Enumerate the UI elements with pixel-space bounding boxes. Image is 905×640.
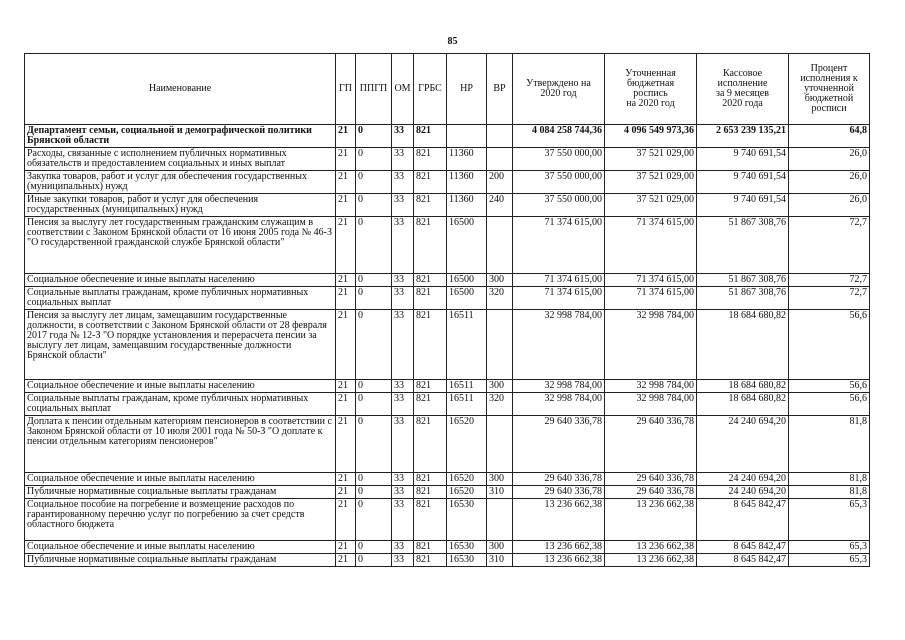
cell-om: 33: [392, 393, 414, 416]
cell-name: Расходы, связанные с исполнением публичных нормативных обязательств и предоставлением социальных и иных выплат: [25, 148, 336, 171]
cell-ppgp: 0: [356, 217, 392, 274]
cell-cash: 2 653 239 135,21: [697, 125, 789, 148]
table-row: [25, 473, 870, 486]
cell-approved: 71 374 615,00: [513, 287, 605, 310]
table-row: [25, 310, 870, 380]
cell-grbs: 821: [414, 217, 447, 274]
table-row: [25, 486, 870, 499]
cell-om: 33: [392, 125, 414, 148]
page-number: 85: [447, 36, 458, 47]
cell-om: 33: [392, 541, 414, 554]
cell-ppgp: 0: [356, 310, 392, 380]
cell-om: 33: [392, 148, 414, 171]
cell-percent: 72,7: [789, 217, 870, 274]
cell-percent: 65,3: [789, 541, 870, 554]
cell-gp: 21: [336, 148, 356, 171]
cell-om: 33: [392, 416, 414, 473]
cell-gp: 21: [336, 217, 356, 274]
cell-ppgp: 0: [356, 274, 392, 287]
cell-approved: 13 236 662,38: [513, 541, 605, 554]
header-refined-line: бюджетная: [626, 78, 675, 89]
header-ppgp: ППГП: [356, 54, 392, 125]
header-name: Наименование: [25, 54, 336, 125]
cell-np: 11360: [447, 148, 487, 171]
cell-np: 16530: [447, 554, 487, 567]
cell-np: 16500: [447, 217, 487, 274]
cell-ppgp: 0: [356, 554, 392, 567]
cell-vr: 300: [487, 274, 513, 287]
cell-name: Социальное обеспечение и иные выплаты населению: [25, 541, 336, 554]
cell-name: Пенсия за выслугу лет государственным гражданским служащим в соответствии с Законом Брянской области от 16 июня 2005 года № 46-З "О государственной гражданской службе Брянской области": [25, 217, 336, 274]
cell-ppgp: 0: [356, 287, 392, 310]
cell-refined: 13 236 662,38: [605, 541, 697, 554]
cell-gp: 21: [336, 486, 356, 499]
cell-name: Социальное обеспечение и иные выплаты населению: [25, 380, 336, 393]
cell-gp: 21: [336, 380, 356, 393]
cell-refined: 13 236 662,38: [605, 499, 697, 541]
header-percent: [789, 54, 870, 125]
cell-refined: 29 640 336,78: [605, 473, 697, 486]
table-row: [25, 541, 870, 554]
cell-cash: 9 740 691,54: [697, 194, 789, 217]
header-refined-line: на 2020 год: [626, 98, 675, 109]
cell-gp: 21: [336, 194, 356, 217]
header-percent-line: исполнения к: [800, 73, 858, 84]
cell-vr: 320: [487, 393, 513, 416]
cell-om: 33: [392, 486, 414, 499]
cell-vr: 310: [487, 554, 513, 567]
header-refined-line: Уточненная: [625, 68, 676, 79]
cell-name: Социальные выплаты гражданам, кроме публичных нормативных социальных выплат: [25, 393, 336, 416]
cell-grbs: 821: [414, 380, 447, 393]
cell-om: 33: [392, 310, 414, 380]
cell-gp: 21: [336, 310, 356, 380]
cell-cash: 8 645 842,47: [697, 499, 789, 541]
cell-percent: 81,8: [789, 473, 870, 486]
cell-gp: 21: [336, 287, 356, 310]
cell-refined: 32 998 784,00: [605, 393, 697, 416]
cell-cash: 24 240 694,20: [697, 473, 789, 486]
cell-approved: 32 998 784,00: [513, 310, 605, 380]
cell-percent: 72,7: [789, 287, 870, 310]
table-body: [25, 125, 870, 567]
cell-grbs: 821: [414, 310, 447, 380]
cell-percent: 56,6: [789, 310, 870, 380]
table-row: [25, 171, 870, 194]
cell-name: Доплата к пенсии отдельным категориям пенсионеров в соответствии с Законом Брянской области от 10 июля 2001 года № 50-З "О доплате к пенсии отдельным категориям пенсионеров": [25, 416, 336, 473]
cell-vr: 200: [487, 171, 513, 194]
cell-np: 16530: [447, 499, 487, 541]
cell-approved: 71 374 615,00: [513, 217, 605, 274]
cell-approved: 13 236 662,38: [513, 499, 605, 541]
cell-om: 33: [392, 380, 414, 393]
cell-vr: [487, 499, 513, 541]
cell-percent: 26,0: [789, 171, 870, 194]
table-row: [25, 194, 870, 217]
cell-approved: 71 374 615,00: [513, 274, 605, 287]
cell-gp: 21: [336, 541, 356, 554]
header-cash-line: 2020 года: [722, 98, 763, 109]
cell-ppgp: 0: [356, 393, 392, 416]
cell-gp: 21: [336, 473, 356, 486]
cell-refined: 32 998 784,00: [605, 380, 697, 393]
cell-ppgp: 0: [356, 473, 392, 486]
cell-approved: 29 640 336,78: [513, 416, 605, 473]
cell-np: 16530: [447, 541, 487, 554]
header-vr: ВР: [487, 54, 513, 125]
cell-np: 16500: [447, 287, 487, 310]
cell-cash: 8 645 842,47: [697, 554, 789, 567]
table-row: [25, 274, 870, 287]
table-row: [25, 499, 870, 541]
cell-cash: 18 684 680,82: [697, 393, 789, 416]
cell-percent: 26,0: [789, 148, 870, 171]
cell-vr: [487, 148, 513, 171]
cell-np: 16520: [447, 416, 487, 473]
cell-ppgp: 0: [356, 148, 392, 171]
header-cash-line: исполнение: [717, 78, 768, 89]
cell-approved: 32 998 784,00: [513, 380, 605, 393]
cell-gp: 21: [336, 554, 356, 567]
cell-gp: 21: [336, 393, 356, 416]
table-row: [25, 287, 870, 310]
header-refined: [605, 54, 697, 125]
cell-cash: 8 645 842,47: [697, 541, 789, 554]
cell-refined: 71 374 615,00: [605, 274, 697, 287]
header-percent-line: росписи: [811, 103, 847, 114]
cell-percent: 56,6: [789, 393, 870, 416]
cell-grbs: 821: [414, 473, 447, 486]
cell-ppgp: 0: [356, 380, 392, 393]
cell-approved: 13 236 662,38: [513, 554, 605, 567]
cell-om: 33: [392, 274, 414, 287]
header-cash: [697, 54, 789, 125]
cell-refined: 37 521 029,00: [605, 194, 697, 217]
cell-refined: 71 374 615,00: [605, 287, 697, 310]
cell-vr: [487, 416, 513, 473]
cell-percent: 81,8: [789, 416, 870, 473]
header-cash-line: за 9 месяцев: [716, 88, 769, 99]
cell-vr: 320: [487, 287, 513, 310]
header-np: НР: [447, 54, 487, 125]
cell-om: 33: [392, 194, 414, 217]
cell-approved: 4 084 258 744,36: [513, 125, 605, 148]
cell-grbs: 821: [414, 393, 447, 416]
cell-np: 11360: [447, 171, 487, 194]
budget-table: [24, 53, 870, 567]
cell-approved: 37 550 000,00: [513, 171, 605, 194]
cell-grbs: 821: [414, 287, 447, 310]
header-percent-line: уточненной: [804, 83, 854, 94]
cell-refined: 71 374 615,00: [605, 217, 697, 274]
cell-gp: 21: [336, 171, 356, 194]
cell-refined: 4 096 549 973,36: [605, 125, 697, 148]
cell-gp: 21: [336, 499, 356, 541]
cell-approved: 37 550 000,00: [513, 148, 605, 171]
header-gp: ГП: [336, 54, 356, 125]
cell-vr: [487, 125, 513, 148]
header-approved-line: Утверждено на: [526, 78, 591, 89]
cell-vr: 310: [487, 486, 513, 499]
cell-ppgp: 0: [356, 486, 392, 499]
header-approved: [513, 54, 605, 125]
cell-np: 16511: [447, 380, 487, 393]
cell-cash: 9 740 691,54: [697, 148, 789, 171]
cell-cash: 51 867 308,76: [697, 217, 789, 274]
header-refined-line: роспись: [633, 88, 668, 99]
cell-refined: 29 640 336,78: [605, 416, 697, 473]
cell-np: [447, 125, 487, 148]
cell-refined: 37 521 029,00: [605, 148, 697, 171]
table-row: [25, 554, 870, 567]
cell-ppgp: 0: [356, 171, 392, 194]
header-om: ОМ: [392, 54, 414, 125]
cell-approved: 32 998 784,00: [513, 393, 605, 416]
cell-percent: 64,8: [789, 125, 870, 148]
cell-np: 16500: [447, 274, 487, 287]
table-row: [25, 393, 870, 416]
table-row: [25, 416, 870, 473]
cell-vr: [487, 217, 513, 274]
table-header-row: [25, 54, 870, 125]
cell-om: 33: [392, 499, 414, 541]
cell-ppgp: 0: [356, 125, 392, 148]
cell-percent: 65,3: [789, 499, 870, 541]
header-grbs: ГРБС: [414, 54, 447, 125]
cell-cash: 51 867 308,76: [697, 287, 789, 310]
cell-grbs: 821: [414, 486, 447, 499]
cell-vr: 240: [487, 194, 513, 217]
cell-grbs: 821: [414, 274, 447, 287]
table-row: [25, 380, 870, 393]
cell-vr: 300: [487, 541, 513, 554]
cell-vr: 300: [487, 473, 513, 486]
header-approved-line: 2020 год: [540, 88, 577, 99]
cell-cash: 9 740 691,54: [697, 171, 789, 194]
cell-om: 33: [392, 554, 414, 567]
cell-percent: 56,6: [789, 380, 870, 393]
cell-om: 33: [392, 217, 414, 274]
table-row: [25, 125, 870, 148]
cell-grbs: 821: [414, 416, 447, 473]
header-percent-line: Процент: [810, 63, 848, 74]
cell-name: Закупка товаров, работ и услуг для обеспечения государственных (муниципальных) нужд: [25, 171, 336, 194]
cell-approved: 29 640 336,78: [513, 473, 605, 486]
cell-om: 33: [392, 473, 414, 486]
cell-grbs: 821: [414, 554, 447, 567]
cell-approved: 37 550 000,00: [513, 194, 605, 217]
cell-name: Социальное пособие на погребение и возмещение расходов по гарантированному перечню услуг по погребению за счет средств областного бюджета: [25, 499, 336, 541]
cell-cash: 18 684 680,82: [697, 310, 789, 380]
cell-name: Иные закупки товаров, работ и услуг для обеспечения государственных (муниципальных) нужд: [25, 194, 336, 217]
header-cash-line: Кассовое: [722, 68, 763, 79]
cell-cash: 51 867 308,76: [697, 274, 789, 287]
cell-name: Социальные выплаты гражданам, кроме публичных нормативных социальных выплат: [25, 287, 336, 310]
cell-np: 16520: [447, 473, 487, 486]
cell-vr: 300: [487, 380, 513, 393]
cell-om: 33: [392, 287, 414, 310]
cell-grbs: 821: [414, 171, 447, 194]
cell-gp: 21: [336, 274, 356, 287]
table-row: [25, 217, 870, 274]
cell-om: 33: [392, 171, 414, 194]
cell-cash: 24 240 694,20: [697, 486, 789, 499]
cell-name: Социальное обеспечение и иные выплаты населению: [25, 473, 336, 486]
cell-gp: 21: [336, 416, 356, 473]
cell-name: Публичные нормативные социальные выплаты гражданам: [25, 554, 336, 567]
cell-gp: 21: [336, 125, 356, 148]
cell-grbs: 821: [414, 541, 447, 554]
cell-refined: 13 236 662,38: [605, 554, 697, 567]
cell-grbs: 821: [414, 148, 447, 171]
cell-name: Департамент семьи, социальной и демографической политики Брянской области: [25, 125, 336, 148]
cell-percent: 26,0: [789, 194, 870, 217]
cell-grbs: 821: [414, 125, 447, 148]
cell-np: 16511: [447, 393, 487, 416]
cell-ppgp: 0: [356, 416, 392, 473]
cell-np: 16520: [447, 486, 487, 499]
cell-cash: 24 240 694,20: [697, 416, 789, 473]
cell-refined: 37 521 029,00: [605, 171, 697, 194]
cell-approved: 29 640 336,78: [513, 486, 605, 499]
cell-percent: 81,8: [789, 486, 870, 499]
cell-np: 16511: [447, 310, 487, 380]
cell-percent: 72,7: [789, 274, 870, 287]
cell-percent: 65,3: [789, 554, 870, 567]
cell-refined: 32 998 784,00: [605, 310, 697, 380]
cell-name: Социальное обеспечение и иные выплаты населению: [25, 274, 336, 287]
cell-grbs: 821: [414, 194, 447, 217]
header-percent-line: бюджетной: [804, 93, 854, 104]
cell-ppgp: 0: [356, 541, 392, 554]
cell-grbs: 821: [414, 499, 447, 541]
cell-vr: [487, 310, 513, 380]
cell-ppgp: 0: [356, 194, 392, 217]
cell-ppgp: 0: [356, 499, 392, 541]
cell-cash: 18 684 680,82: [697, 380, 789, 393]
cell-name: Публичные нормативные социальные выплаты гражданам: [25, 486, 336, 499]
cell-np: 11360: [447, 194, 487, 217]
table-row: [25, 148, 870, 171]
cell-refined: 29 640 336,78: [605, 486, 697, 499]
cell-name: Пенсия за выслугу лет лицам, замещавшим государственные должности, в соответствии с Законом Брянской области от 28 февраля 2017 года № 12-З "О порядке установления и перерасчета пенсии за выслугу лет лицам, замещавшим государственные должности Брянской области": [25, 310, 336, 380]
